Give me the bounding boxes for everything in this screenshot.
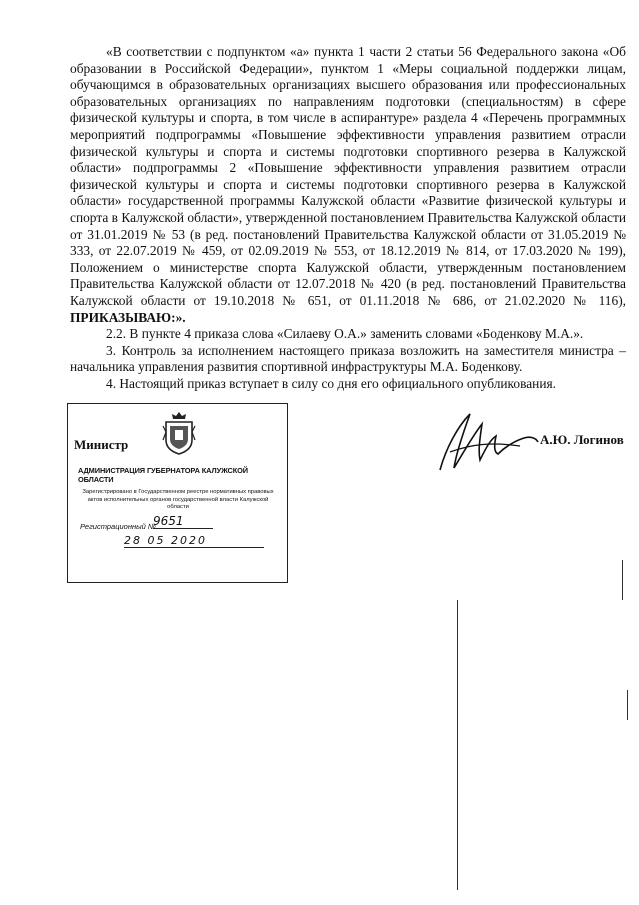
administration-name: АДМИНИСТРАЦИЯ ГУБЕРНАТОРА КАЛУЖСКОЙ ОБЛАСТИ: [78, 466, 248, 484]
registration-stamp: [67, 403, 288, 583]
scan-artifact-line: [622, 560, 623, 600]
clause-2-2: 2.2. В пункте 4 приказа слова «Силаеву О.А.» заменить словами «Боденкову М.А.».: [106, 326, 584, 342]
signer-name: А.Ю. Логинов: [540, 432, 624, 447]
handwritten-signature: [432, 408, 542, 481]
minister-title: Министр: [74, 437, 129, 452]
scan-artifact-line: [457, 600, 458, 890]
document-body: [70, 44, 626, 392]
registration-note: Зарегистрировано в Государственном реестре нормативных правовых актов исполнительных органов государственной власти Калужской области: [82, 489, 274, 510]
registration-number: 9651: [153, 514, 213, 529]
registration-date: 28 05 2020: [124, 534, 264, 548]
preamble-text: «В соответствии с подпунктом «а» пункта 1 части 2 статьи 56 Федерального закона «Об образовании в Российской Федерации», пунктом 1 «Меры социальной поддержки лицам, обучающимся в образовательных организациях высшего образования или профессиональных образовательных организациях по направлениям подготовки (специальностям) в сфере физической культуры и спорта, в том числе в аспирантуре» раздела 4 «Перечень программных мероприятий подпрограммы «Повышение эффективности управления развитием отрасли физической культуры и спорта и системы подготовки спортивного резерва в Калужской области» подпрограммы 2 «Повышение эффективности управления развитием отрасли физической культуры и спорта и системы подготовки спортивного резерва в Калужской области» государственной программы Калужской области «Развитие физической культуры и спорта в Калужской области», утвержденной постановлением Правительства Калужской области от 31.01.2019 № 53 (в ред. постановлений Правительства Калужской области от 31.05.2019 № 333, от 22.07.2019 № 459, от 02.09.2019 № 553, от 18.12.2019 № 814, от 17.03.2020 № 199), Положением о министерстве спорта Калужской области, утвержденным постановлением Правительства Калужской области от 12.07.2018 № 420 (в ред. постановлений Правительства Калужской области от 19.10.2018 № 651, от 01.11.2018 № 686, от 21.02.2020 № 116),: [70, 44, 626, 308]
clause-4: 4. Настоящий приказ вступает в силу со дня его официального опубликования.: [106, 375, 556, 391]
scan-artifact-line: [627, 690, 628, 720]
order-word: ПРИКАЗЫВАЮ:».: [70, 309, 186, 325]
registration-label: Регистрационный №: [80, 522, 156, 531]
preamble-paragraph: [70, 44, 626, 326]
coat-of-arms-icon: [162, 410, 196, 461]
registration-number-row: [80, 514, 280, 531]
clause-3: 3. Контроль за исполнением настоящего приказа возложить на заместителя министра – начальника управления развития спортивной инфраструктуры М.А. Боденкову.: [70, 342, 626, 375]
